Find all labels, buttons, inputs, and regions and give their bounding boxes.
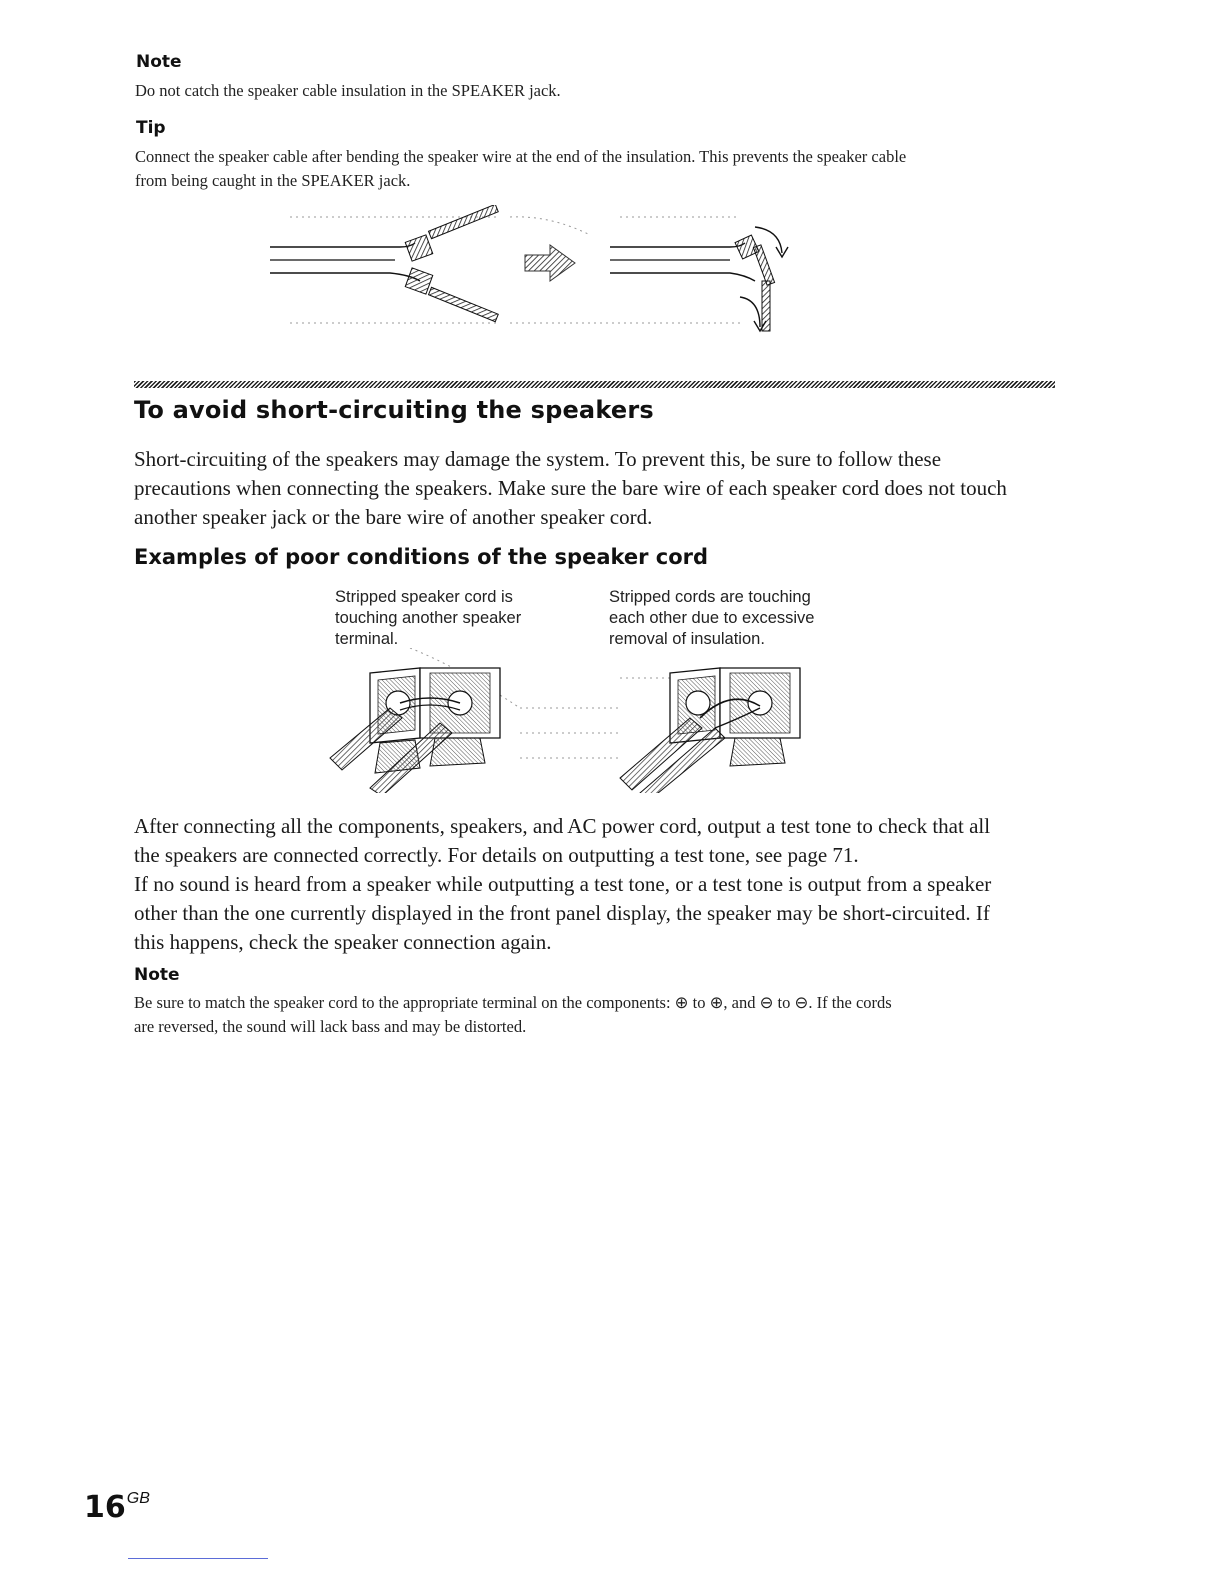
section-divider (134, 381, 1055, 388)
tip-label: Tip (136, 118, 166, 138)
caption-right-line-2: each other due to excessive (609, 609, 815, 627)
tip-text-line-2: from being caught in the SPEAKER jack. (135, 171, 411, 190)
section-title: To avoid short-circuiting the speakers (134, 396, 654, 424)
after-paragraph-line-2: the speakers are connected correctly. For details on outputting a test tone, see page 71. (134, 843, 859, 867)
page-number-suffix: GB (126, 1490, 150, 1507)
after-paragraph-line-3: If no sound is heard from a speaker while outputting a test tone, or a test tone is output from a speaker (134, 872, 992, 896)
after-paragraph-line-5: this happens, check the speaker connection again. (134, 930, 552, 954)
caption-left-line-3: terminal. (335, 630, 399, 648)
note-2-text-line-2: are reversed, the sound will lack bass and may be distorted. (134, 1017, 527, 1036)
section-paragraph-line-2: precautions when connecting the speakers. Make sure the bare wire of each speaker cord does not touch (134, 476, 1007, 500)
note-label: Note (136, 52, 182, 72)
note-2-text-line-1: Be sure to match the speaker cord to the appropriate terminal on the components: ⊕ to ⊕, and ⊖ to ⊖. If the cords (134, 993, 892, 1012)
caption-right-line-1: Stripped cords are touching (609, 588, 811, 606)
section-paragraph-line-1: Short-circuiting of the speakers may damage the system. To prevent this, be sure to follow these (134, 447, 942, 471)
note-text: Do not catch the speaker cable insulation in the SPEAKER jack. (135, 81, 561, 100)
note-2-label: Note (134, 965, 180, 985)
after-paragraph-line-4: other than the one currently displayed in the front panel display, the speaker may be short-circuited. If (134, 901, 990, 925)
speaker-terminal-illustration (320, 648, 820, 793)
caption-left-line-2: touching another speaker (335, 609, 522, 627)
page-number-value: 16 (84, 1490, 126, 1525)
cable-bending-illustration (260, 205, 820, 340)
section-paragraph-line-3: another speaker jack or the bare wire of another speaker cord. (134, 505, 653, 529)
tip-text-line-1: Connect the speaker cable after bending the speaker wire at the end of the insulation. This prevents the speaker cable (135, 147, 907, 166)
caption-right-line-3: removal of insulation. (609, 630, 765, 648)
footer-line (128, 1558, 268, 1559)
page-number (84, 1490, 150, 1525)
subsection-title: Examples of poor conditions of the speaker cord (134, 545, 709, 569)
after-paragraph-line-1: After connecting all the components, speakers, and AC power cord, output a test tone to check that all (134, 814, 991, 838)
caption-left-line-1: Stripped speaker cord is (335, 588, 513, 606)
